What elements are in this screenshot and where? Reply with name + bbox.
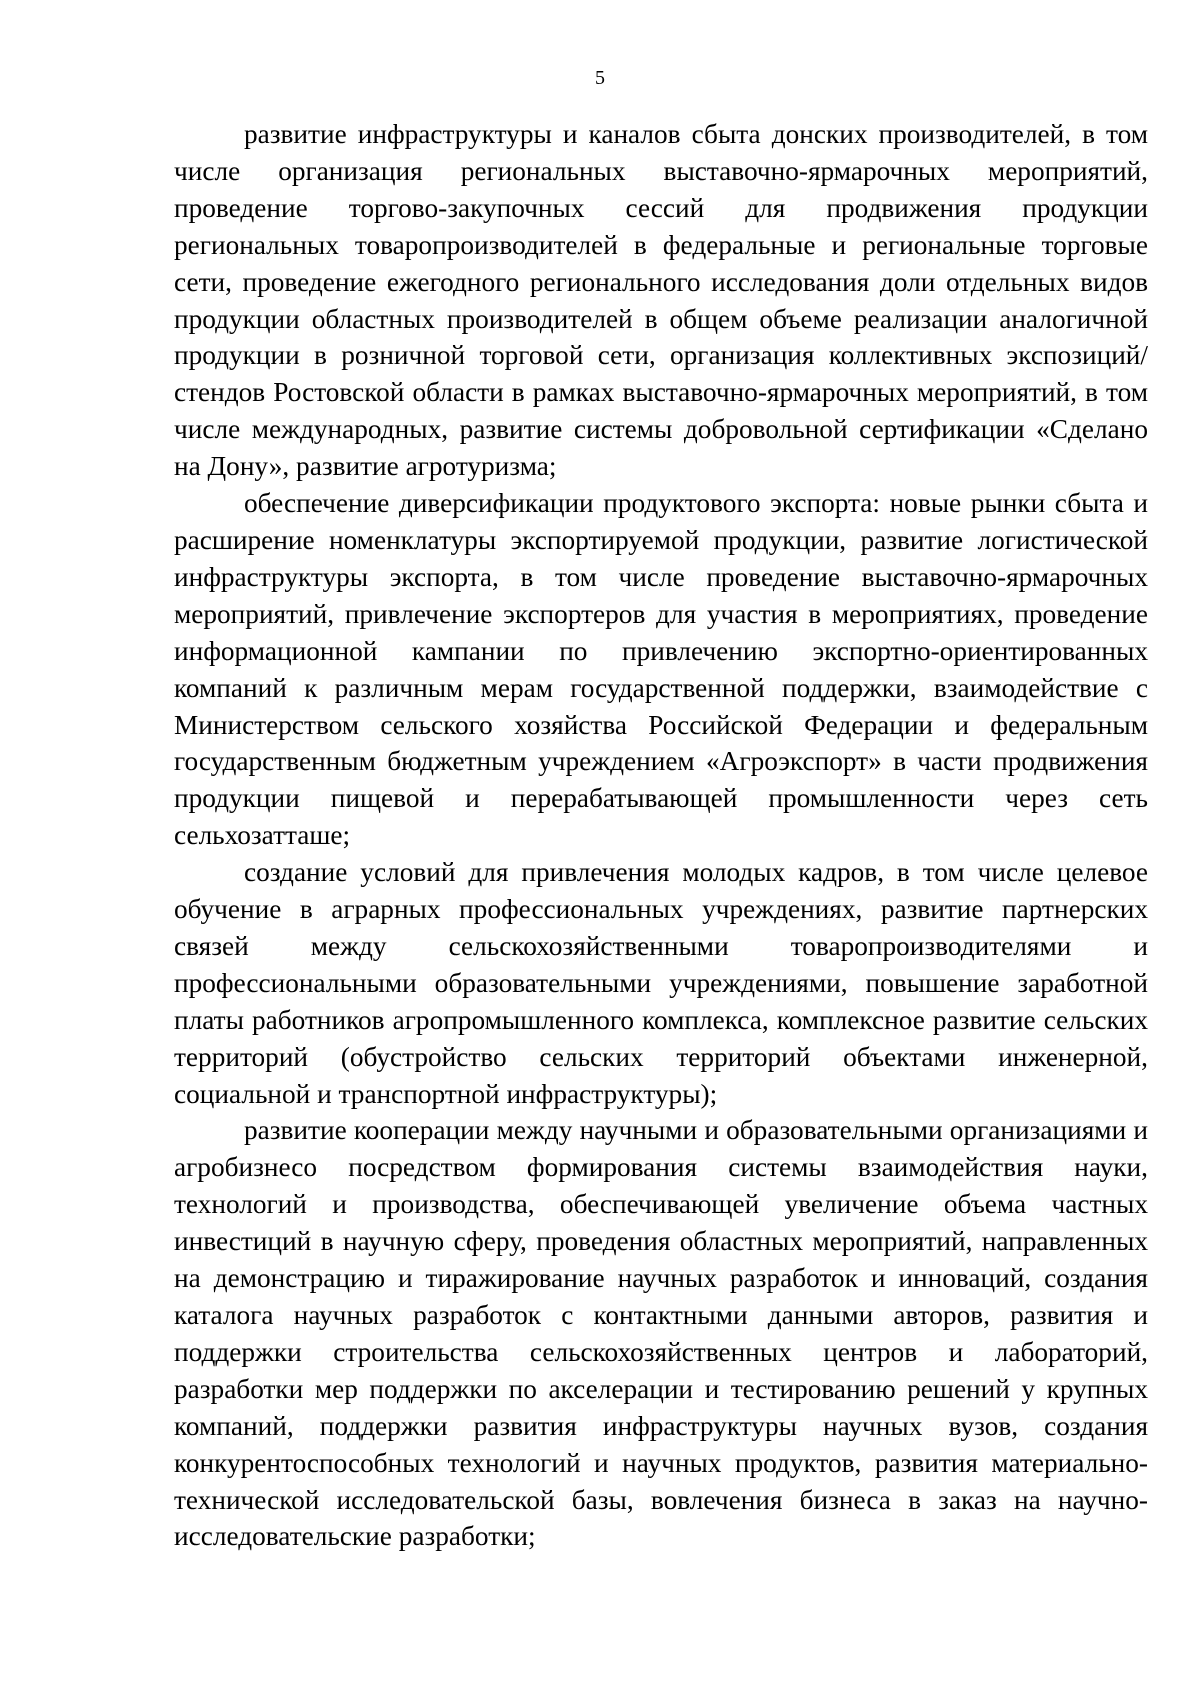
paragraph-young-personnel: создание условий для привлечения молодых кадров, в том числе целевое обучение в аграрных профессиональных учреждениях, развитие партнерских связей между сельскохозяйственными товаропроизводителями и профессиональными образовательными учреждениями, повышение заработной платы работников агропромышленного комплекса, комплексное развитие сельских территорий (обустройство сельских территорий объектами инженерной, социальной и транспортной инфраструктуры);: [174, 857, 1148, 1109]
paragraph-infrastructure-sales: развитие инфраструктуры и каналов сбыта донских производителей, в том числе организация региональных выставочно-ярмарочных мероприятий, проведение торгово-закупочных сессий для продвижения продукции региональных товаропроизводителей в федеральные и региональные торговые сети, проведение ежегодного регионального исследования доли отдельных видов продукции областных производителей в общем объеме реализации аналогичной продукции в розничной торговой сети, организация коллективных экспозиций/стендов Ростовской области в рамках выставочно-ярмарочных мероприятий, в том числе международных, развитие системы добровольной сертификации «Сделано на Дону», развитие агротуризма;: [174, 119, 1148, 482]
paragraph-science-cooperation: развитие кооперации между научными и образовательными организациями и агробизнесо посредством формирования системы взаимодействия науки, технологий и производства, обеспечивающей увеличение объема частных инвестиций в научную сферу, проведения областных мероприятий, направленных на демонстрацию и тиражирование научных разработок и инноваций, создания каталога научных разработок с контактными данными авторов, развития и поддержки строительства сельскохозяйственных центров и лабораторий, разработки мер поддержки по акселерации и тестированию решений у крупных компаний, поддержки развития инфраструктуры научных вузов, создания конкурентоспособных технологий и научных продуктов, развития материально-технической исследовательской базы, вовлечения бизнеса в заказ на научно-исследовательские разработки;: [174, 1115, 1148, 1552]
body-text: [174, 116, 1148, 1555]
page-number: 5: [595, 67, 605, 89]
paragraph-export-diversification: обеспечение диверсификации продуктового экспорта: новые рынки сбыта и расширение номенклатуры экспортируемой продукции, развитие логистической инфраструктуры экспорта, в том числе проведение выставочно-ярмарочных мероприятий, привлечение экспортеров для участия в мероприятиях, проведение информационной кампании по привлечению экспортно-ориентированных компаний к различным мерам государственной поддержки, взаимодействие с Министерством сельского хозяйства Российской Федерации и федеральным государственным бюджетным учреждением «Агроэкспорт» в части продвижения продукции пищевой и перерабатывающей промышленности через сеть сельхозатташе;: [174, 488, 1148, 851]
